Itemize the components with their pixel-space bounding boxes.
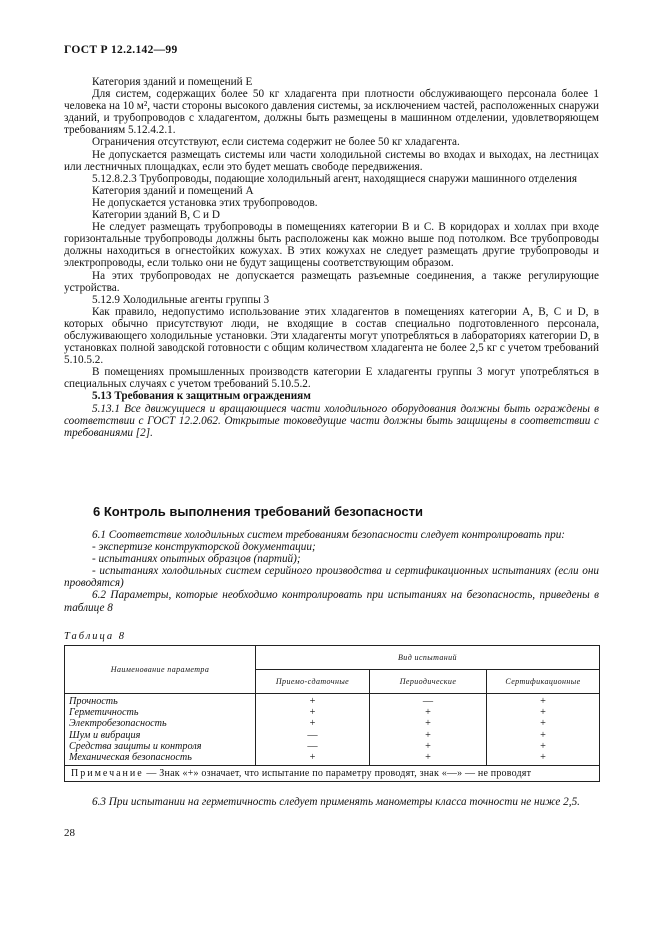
table-8	[64, 645, 600, 782]
paragraph-6-1: 6.1 Соответствие холодильных систем требованиям безопасности следует контролировать при:	[92, 529, 566, 541]
paragraph-6-2: 6.2 Параметры, которые необходимо контролировать при испытаниях на безопасность, приведены в таблице 8	[64, 589, 599, 614]
table-caption: Таблица 8	[64, 631, 127, 642]
document-header: ГОСТ Р 12.2.142—99	[64, 44, 178, 56]
param-name: Электробезопасность	[69, 718, 167, 730]
section-6-3	[64, 796, 599, 808]
col-acceptance	[256, 694, 370, 766]
mark: +	[309, 752, 316, 764]
paragraph: 5.12.9 Холодильные агенты группы 3	[92, 293, 270, 306]
table-note	[65, 766, 600, 782]
mark: +	[425, 740, 431, 752]
col-header: Сертификационные	[487, 670, 600, 694]
param-name: Средства защиты и контроля	[69, 740, 202, 752]
paragraph: Категория зданий и помещений А	[92, 184, 254, 197]
mark: —	[307, 740, 318, 752]
mark: +	[309, 707, 316, 719]
note-label: Примечание	[71, 768, 144, 780]
mark: +	[309, 718, 316, 730]
mark: +	[425, 752, 431, 764]
section-6-text	[64, 529, 599, 614]
mark: +	[425, 707, 431, 719]
param-name: Шум и вибрация	[69, 729, 141, 741]
param-list	[65, 694, 256, 766]
paragraph: Категории зданий В, С и D	[92, 209, 220, 222]
param-name: Прочность	[69, 696, 118, 707]
paragraph: На этих трубопроводах не допускается размещать разъемные соединения, а также регулирующие устройства.	[64, 269, 599, 294]
list-item: - испытаниях опытных образцов (партий);	[92, 553, 301, 566]
paragraph: Ограничения отсутствуют, если система содержит не более 50 кг хладагента.	[92, 136, 460, 149]
mark: +	[540, 752, 546, 764]
mark: +	[425, 718, 431, 730]
paragraph: Категория зданий и помещений Е	[92, 76, 253, 88]
mark: —	[307, 729, 318, 741]
mark: +	[540, 729, 546, 741]
paragraph-6-3: 6.3 При испытании на герметичность следует применять манометры класса точности не ниже 2,5.	[92, 796, 580, 808]
page-number: 28	[64, 827, 75, 839]
main-text	[64, 76, 599, 439]
col-certification	[487, 694, 600, 766]
mark: +	[540, 740, 546, 752]
paragraph: Не допускается установка этих трубопроводов.	[92, 196, 318, 209]
paragraph-5-13-1: 5.13.1 Все движущиеся и вращающиеся части холодильного оборудования должны быть ограждены в соответствии с ГОСТ 12.2.062. Открытые токоведущие части должны быть защищены в соответствии с требованиями [2].	[64, 402, 599, 439]
mark: +	[309, 696, 316, 707]
param-name: Герметичность	[69, 707, 139, 719]
col-header: Периодические	[370, 670, 487, 694]
mark: +	[425, 729, 431, 741]
col-periodic	[370, 694, 487, 766]
paragraph: Не допускается размещать системы или части холодильной системы во входах и выходах, на лестницах или лестничных площадках, если это будет мешать свободе передвижения.	[64, 148, 599, 173]
group-header: Вид испытаний	[256, 646, 600, 670]
mark: +	[540, 718, 546, 730]
list-item: - испытаниях холодильных систем серийного производства и сертификационных испытаниях (если они проводятся)	[64, 565, 599, 590]
mark: +	[540, 707, 546, 719]
col-header: Приемо-сдаточные	[256, 670, 370, 694]
list-item: - экспертизе конструкторской документации;	[92, 541, 316, 554]
param-header: Наименование параметра	[65, 646, 256, 694]
paragraph: Не следует размещать трубопроводы в помещениях категории В и С. В коридорах и холлах при входе горизонтальные трубопроводы должны быть расположены как можно выше под потолком. Все трубопроводы должны находиться в огнестойких кожухах. В этих кожухах не следует размещать другие трубопроводы и электропроводы, если только они не будут защищены соответствующим образом.	[64, 221, 599, 270]
note-text: — Знак «+» означает, что испытание по параметру проводят, знак «—» — не проводят	[146, 768, 532, 780]
paragraph: Как правило, недопустимо использование этих хладагентов в помещениях категории А, В, С и D, в которых обычно присутствуют люди, не входящие в состав специально подготовленного персонала, обслуживающего холодильные установки. Эти хладагенты могут употребляться в лабораториях категории D, в установках полной заводской готовности с общим количеством хладагента не более 2,5 кг с учетом требований 5.10.5.2.	[64, 305, 599, 367]
mark: +	[540, 696, 546, 707]
mark: —	[422, 696, 434, 707]
paragraph: 5.12.8.2.3 Трубопроводы, подающие холодильный агент, находящиеся снаружи машинного отделения	[92, 172, 578, 185]
paragraph: Для систем, содержащих более 50 кг хладагента при плотности обслуживающего персонала более 1 человека на 10 м², части стороны высокого давления системы, за исключением частей, расположенных снаружи зданий, и трубопроводов с хладагентом, должны быть размещены в машинном отделении, удовлетворяющем требованиям 5.12.4.2.1.	[64, 88, 599, 137]
paragraph: В помещениях промышленных производств категории Е хладагенты группы 3 могут употребляться в специальных случаях с учетом требований 5.10.5.2.	[64, 366, 599, 391]
section-title: 6 Контроль выполнения требований безопасности	[93, 504, 423, 519]
subsection-title: 5.13 Требования к защитным ограждениям	[92, 390, 311, 403]
param-name: Механическая безопасность	[69, 752, 192, 764]
